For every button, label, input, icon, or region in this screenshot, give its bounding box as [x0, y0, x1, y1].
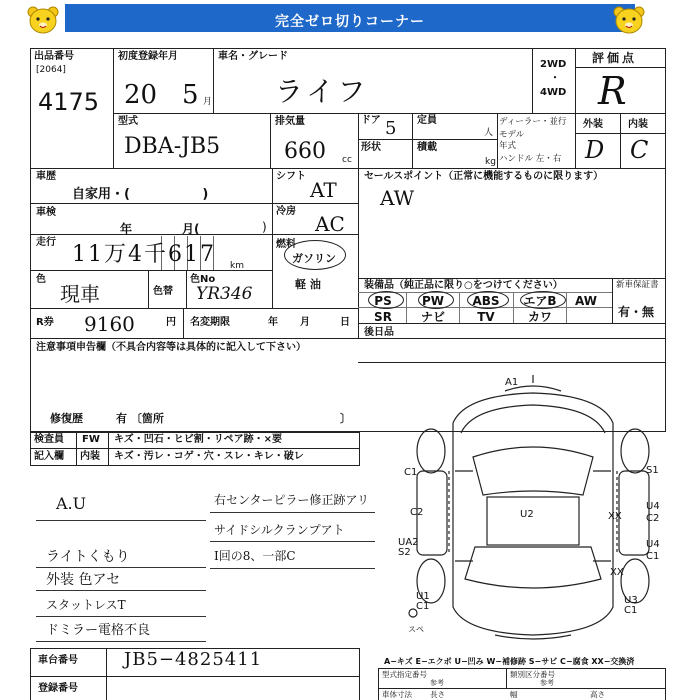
- sales-point-label: セールスポイント（正常に機能するものに限ります）: [364, 171, 604, 182]
- drive-2wd: 2WD: [540, 59, 567, 70]
- fuel-gas: ガソリン: [292, 252, 336, 265]
- chassis-number: JB5−4825411: [124, 649, 263, 670]
- note-interior: I回の8、一部C: [214, 549, 296, 563]
- km-unit: km: [230, 261, 244, 271]
- ac-label: 冷房: [276, 206, 296, 217]
- equip-ps-circle: [368, 291, 404, 309]
- kg-unit: kg: [485, 157, 496, 167]
- damage-u4-right: U4: [646, 501, 660, 512]
- lot-number-label: 出品番号: [34, 51, 74, 62]
- warranty-value: 有・無: [618, 305, 655, 319]
- category-number-ref: 参考: [540, 679, 554, 687]
- equip-sr: SR: [374, 310, 392, 324]
- equip-leather: カワ: [527, 310, 552, 324]
- repair-history-close: 〕: [340, 412, 351, 425]
- nc-month-unit: 月: [300, 317, 310, 328]
- person-unit: 人: [484, 128, 494, 138]
- body-dimension-label: 車体寸法: [382, 690, 412, 699]
- spare-tire-label: スペ: [408, 625, 424, 634]
- first-registration-label: 初度登録年月: [118, 51, 178, 62]
- damage-s1-right: S1: [646, 465, 659, 476]
- equipment-label: 装備品（純正品に限り○をつけてください）: [364, 280, 563, 291]
- car-name: ライフ: [275, 75, 370, 108]
- exterior-grade: D: [585, 136, 605, 164]
- equip-pw-circle: [418, 291, 454, 309]
- repair-history-value: 有 〔箇所: [116, 412, 164, 425]
- later-items-label: 後日品: [364, 327, 394, 338]
- mileage-value: 11万4千617: [72, 242, 216, 267]
- lot-sub-code: [2064]: [36, 65, 66, 75]
- exterior-label: 外装: [583, 119, 603, 130]
- usage-label: 車歴: [36, 171, 56, 182]
- damage-c1-right-rear: C1: [624, 605, 638, 616]
- dealer-label: ディーラー・並行: [499, 117, 567, 127]
- equip-airbag: エアB: [523, 294, 557, 308]
- damage-a1: A1: [505, 377, 519, 388]
- model-year-label: 年式: [499, 141, 517, 151]
- length-label: 長さ: [430, 690, 445, 699]
- fw-label: FW: [82, 434, 100, 445]
- interior-damage-codes: キズ・汚レ・コゲ・穴・スレ・キレ・破レ: [114, 451, 304, 462]
- month-unit: 月: [203, 97, 213, 107]
- score-label: 評価点: [592, 51, 638, 65]
- interior-mark-label: 内装: [80, 451, 100, 462]
- damage-c2-left: C2: [410, 507, 424, 518]
- note-side-sill: サイドシルクランプアト: [214, 523, 345, 537]
- note-au: A.U: [56, 494, 87, 513]
- displacement: 660: [284, 139, 326, 164]
- damage-u4-right-2: U4: [646, 539, 660, 550]
- bear-mascot-icon-right: [608, 4, 650, 38]
- load-label: 積載: [417, 142, 437, 153]
- drive-4wd: 4WD: [540, 87, 567, 98]
- inspection-month-unit: 月(: [182, 222, 200, 236]
- shift-label: シフト: [276, 171, 306, 182]
- usage-value: 自家用・( ): [72, 187, 209, 202]
- damage-u2-center: U2: [520, 509, 534, 520]
- color-number: YR346: [196, 284, 253, 304]
- header-title: 完全ゼロ切りコーナー: [275, 14, 425, 30]
- note-mirror: ドミラー電格不良: [46, 623, 151, 638]
- recycle-value: 9160: [84, 312, 135, 336]
- door-count: 5: [385, 118, 397, 139]
- fuel-diesel: 軽 油: [295, 278, 321, 291]
- recycle-label: R券: [36, 317, 54, 328]
- inspector-label: 検査員: [34, 434, 64, 445]
- sales-point-value: AW: [380, 186, 415, 210]
- category-number-label: 類別区分番号: [510, 670, 555, 679]
- model-type-label: 型式: [118, 116, 138, 127]
- color-value: 現車: [60, 282, 100, 306]
- nc-day-unit: 日: [340, 317, 350, 328]
- color-number-label: 色No: [190, 274, 216, 285]
- damage-xx-right-front: XX: [608, 511, 622, 522]
- model-label: モデル: [499, 130, 525, 140]
- equip-pw: PW: [421, 294, 445, 308]
- damage-c1-right: C1: [646, 551, 660, 562]
- drive-dot: ・: [550, 73, 560, 84]
- damage-ua2-left: UA2: [398, 537, 419, 548]
- inspection-label: 車検: [36, 207, 56, 218]
- width-label: 幅: [510, 690, 518, 699]
- registration-month: 5: [182, 80, 199, 110]
- damage-c2-right: C2: [646, 513, 660, 524]
- interior-label: 内装: [628, 119, 648, 130]
- displacement-label: 排気量: [275, 116, 305, 127]
- fuel-label: 燃料: [276, 239, 296, 250]
- interior-grade: C: [630, 136, 649, 164]
- equip-aw: AW: [575, 294, 597, 308]
- color-label: 色: [36, 274, 46, 285]
- damage-s2-left: S2: [398, 547, 411, 558]
- damage-c1-left-rear: C1: [416, 601, 430, 612]
- mileage-label: 走行: [36, 237, 56, 248]
- cc-unit: cc: [342, 155, 352, 165]
- type-designation-label: 型式指定番号: [382, 670, 427, 679]
- registration-number-label: 登録番号: [38, 683, 78, 694]
- exterior-damage-codes: キズ・凹石・ヒビ割・リペア跡・×要: [114, 434, 282, 445]
- type-designation-ref: 参考: [430, 679, 444, 687]
- notes-label: 注意事項申告欄（不具合内容等は具体的に記入して下さい）: [36, 342, 306, 353]
- color-change-label: 色替: [153, 286, 173, 297]
- name-change-label: 名変期限: [190, 317, 230, 328]
- nc-year-unit: 年: [268, 317, 278, 328]
- equip-tv: TV: [477, 310, 495, 324]
- equip-navi: ナビ: [420, 310, 445, 324]
- equip-abs: ABS: [472, 294, 500, 308]
- repair-history-label: 修復歴: [50, 412, 83, 425]
- ac-value: AC: [315, 212, 345, 236]
- damage-xx-right-rear: XX: [610, 567, 624, 578]
- shift-value: AT: [310, 178, 337, 202]
- note-studless-tire: スタットレスT: [46, 598, 126, 612]
- damage-u1-left-rear: U1: [416, 591, 430, 602]
- damage-legend: A−キズ E−エクボ U−凹み W−補修跡 S−サビ C−腐食 XX−交換済: [384, 657, 635, 666]
- entry-label: 記入欄: [34, 451, 64, 462]
- door-label: ドア: [361, 115, 381, 126]
- yen-unit: 円: [166, 317, 176, 328]
- equip-ps: PS: [374, 294, 392, 308]
- new-car-warranty-label: 新車保証書: [616, 280, 659, 290]
- inspection-year-unit: 年: [120, 222, 133, 236]
- damage-u3-right-rear: U3: [624, 595, 638, 606]
- lot-number: 4175: [38, 88, 100, 116]
- shape-label: 形状: [361, 142, 381, 153]
- equip-airbag-circle: [520, 291, 566, 309]
- handle-label: ハンドル 左・右: [499, 154, 562, 164]
- height-label: 高さ: [590, 690, 605, 699]
- registration-year: 20: [124, 80, 158, 110]
- chassis-number-label: 車台番号: [38, 655, 78, 666]
- inspection-close: ): [262, 220, 267, 234]
- car-name-label: 車名・グレード: [218, 51, 288, 62]
- note-pillar-repair: 右センターピラー修正跡アリ: [214, 493, 370, 507]
- note-light-fog: ライトくもり: [46, 549, 130, 565]
- model-type: DBA-JB5: [124, 134, 221, 159]
- score-value: R: [598, 69, 627, 113]
- bear-mascot-icon-left: [22, 4, 64, 38]
- damage-c1-left-front: C1: [404, 467, 418, 478]
- seats-label: 定員: [417, 115, 437, 126]
- note-paint-fade: 外装 色アセ: [46, 572, 121, 588]
- equip-abs-circle: [467, 291, 509, 309]
